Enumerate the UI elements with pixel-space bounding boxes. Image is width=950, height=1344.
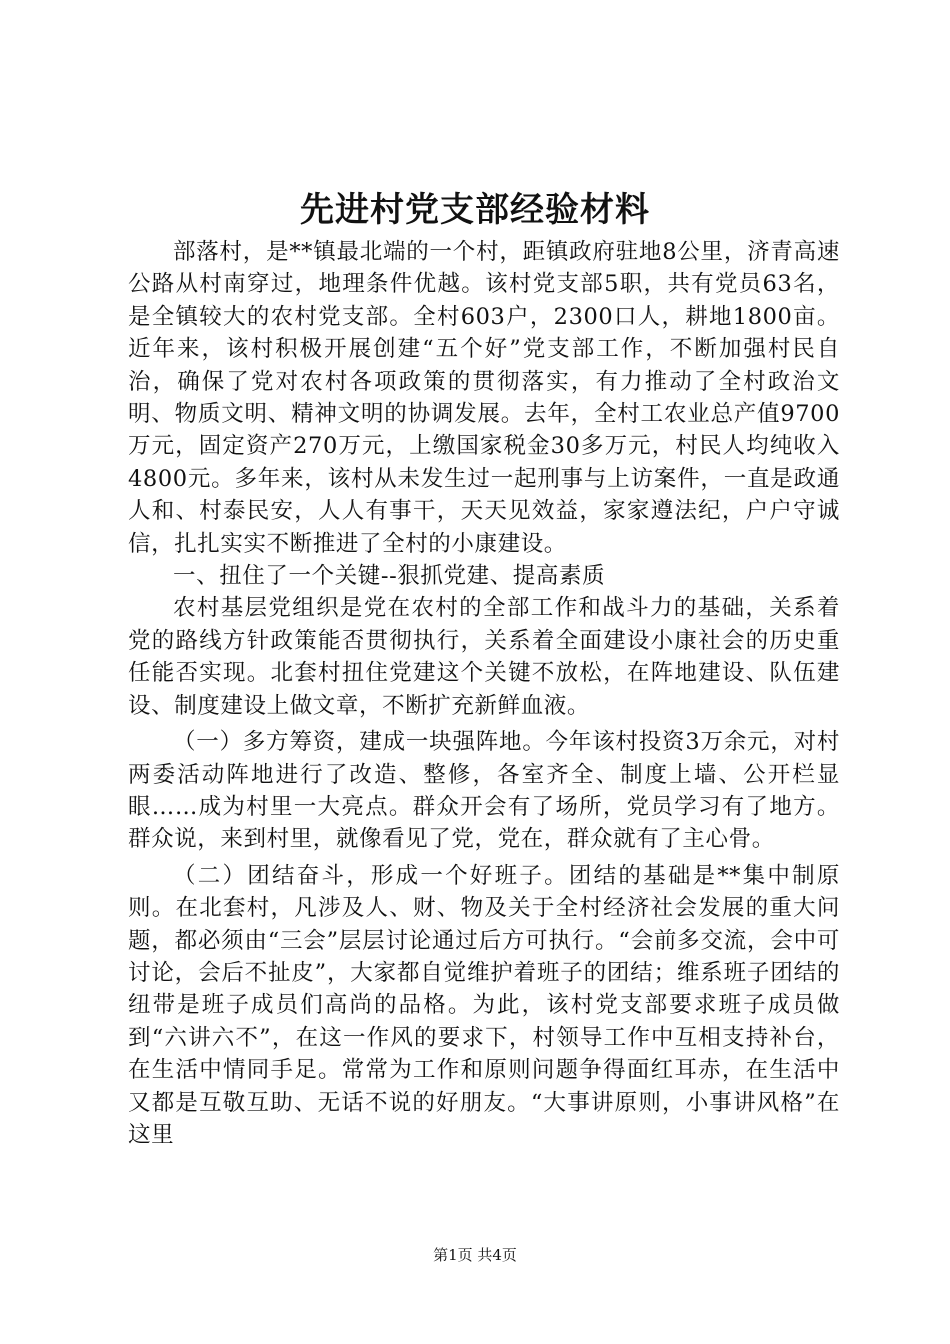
subsection-2-paragraph: （二）团结奋斗，形成一个好班子。团结的基础是**集中制原则。在北套村，凡涉及人、财、物及关于全村经济社会发展的重大问题，都必须由“三会”层层讨论通过后方可执行。“会前多交流，会中可讨论，会后不扯皮”，大家都自觉维护着班子的团结；维系班子团结的纽带是班子成员们高尚的品格。为此，该村党支部要求班子成员做到“六讲六不”，在这一作风的要求下，村领导工作中互相支持补台，在生活中情同手足。常常为工作和原则问题争得面红耳赤，在生活中又都是互敬互助、无话不说的好朋友。“大事讲原则，小事讲风格”在这里 bbox=[128, 862, 840, 1148]
document-title: 先进村党支部经验材料 bbox=[300, 190, 650, 230]
intro-paragraph: 部落村，是**镇最北端的一个村，距镇政府驻地8公里，济青高速公路从村南穿过，地理条件优越。该村党支部5职，共有党员63名，是全镇较大的农村党支部。全村603户，2300口人，耕地1800亩。近年来，该村积极开展创建“五个好”党支部工作，不断加强村民自治，确保了党对农村各项政策的贯彻落实，有力推动了全村政治文明、物质文明、精神文明的协调发展。去年，全村工农业总产值9700万元，固定资产270万元，上缴国家税金30多万元，村民人均纯收入4800元。多年来，该村从未发生过一起刑事与上访案件，一直是政通人和、村泰民安，人人有事干，天天见效益，家家遵法纪，户户守诚信，扎扎实实不断推进了全村的小康建设。 bbox=[128, 239, 840, 557]
section-1-paragraph: 农村基层党组织是党在农村的全部工作和战斗力的基础，关系着党的路线方针政策能否贯彻执行，关系着全面建设小康社会的历史重任能否实现。北套村扭住党建这个关键不放松，在阵地建设、队伍建设、制度建设上做文章，不断扩充新鲜血液。 bbox=[128, 595, 840, 719]
document-body bbox=[128, 236, 840, 1151]
page-number-footer: 第1页 共4页 bbox=[433, 1246, 517, 1264]
subsection-1-paragraph: （一）多方筹资，建成一块强阵地。今年该村投资3万余元，对村两委活动阵地进行了改造、整修，各室齐全、制度上墙、公开栏显眼……成为村里一大亮点。群众开会有了场所，党员学习有了地方。群众说，来到村里，就像看见了党，党在，群众就有了主心骨。 bbox=[128, 729, 840, 853]
section-heading-1: 一、扭住了一个关键--狠抓党建、提高素质 bbox=[173, 563, 606, 590]
